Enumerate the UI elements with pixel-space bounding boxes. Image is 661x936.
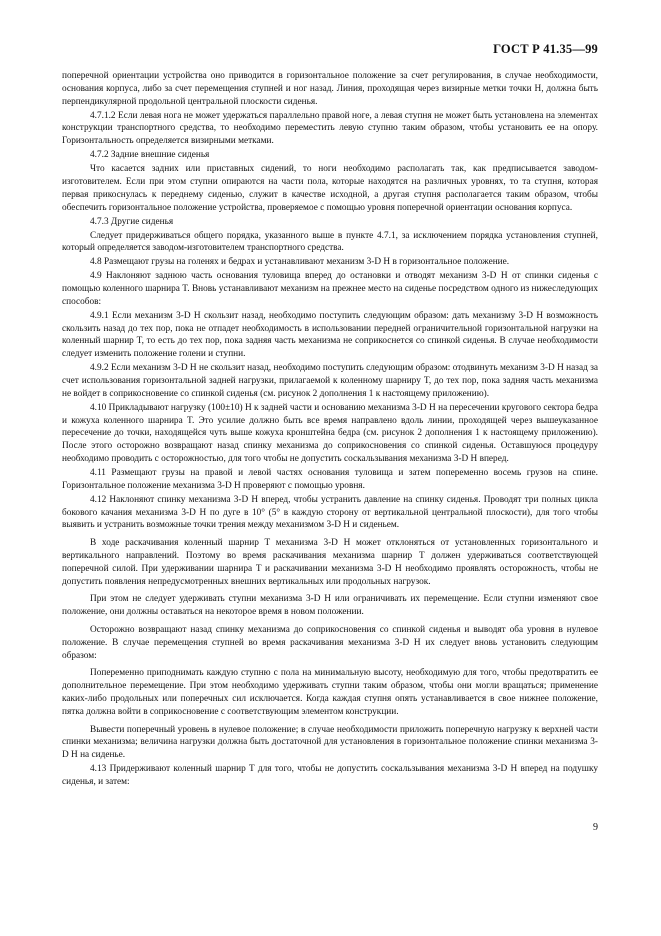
paragraph: При этом не следует удерживать ступни механизма 3-D H или ограничивать их перемещение. Если ступни изменяют свое положение, они должны оставаться на некоторое время в новом положении. [62,594,598,618]
paragraph: 4.11 Размещают грузы на правой и левой частях основания туловища и затем попеременно восемь грузов на спине. Горизонтальное положение механизма 3-D H проверяют с помощью уровня. [62,467,598,491]
section-heading: 4.7.3 Другие сиденья [90,216,174,227]
paragraph: 4.7.1.2 Если левая нога не может удержаться параллельно правой ноге, а левая ступня не может быть установлена на элементах конструкции транспортного средства, то необходимо переместить левую ступню таким образом, чтобы установить ее на опору. Горизонтальность определяется визирными метками. [62,110,598,147]
paragraph: Что касается задних или приставных сидений, то ноги необходимо располагать так, как предписывается заводом-изготовителем. Если при этом ступни опираются на части пола, которые находятся на различных уровнях, то та ступня, которая первая прикоснулась к переднему сиденью, служит в качестве исходной, а другая ступня располагается таким образом, чтобы обеспечить горизонтальное положение устройства, проверяемое с помощью уровня поперечной ориентации основания корпуса. [62,164,598,213]
paragraph: 4.8 Размещают грузы на голенях и бедрах и устанавливают механизм 3-D H в горизонтальное положение. [90,257,510,268]
paragraph: Вывести поперечный уровень в нулевое положение; в случае необходимости приложить поперечную нагрузку к верхней части спинки механизма; величина нагрузки должна быть достаточной для установления в горизонтальное положение спинки механизма 3-D H на сиденье. [62,724,598,761]
paragraph: 4.9.1 Если механизм 3-D H скользит назад, необходимо поступить следующим образом: дать механизму 3-D H возможность скользить назад до тех пор, пока не отпадет необходимость в использовании передней ограничительной горизонтальной нагрузки на коленный шарнир T, то есть до тех пор, пока задняя часть механизма не соприкоснется со спинкой сиденья. В случае необходимости следует изменить положение голени и ступни. [62,310,598,360]
section-heading: 4.7.2 Задние внешние сиденья [90,150,210,161]
paragraph: 4.12 Наклоняют спинку механизма 3-D H вперед, чтобы устранить давление на спинку сиденья. Проводят три полных цикла бокового качания механизма 3-D H по дуге в 10° (5° в каждую сторону от вертикальной центральной плоскости), для того чтобы выявить и устранить возможные точки трения между механизмом 3-D H и сиденьем. [62,494,598,531]
paragraph: 4.10 Прикладывают нагрузку (100±10) Н к задней части и основанию механизма 3-D H на пересечении кругового сектора бедра и кожуха коленного шарнира T. Это усилие должно быть все время направлено вдоль линии, проходящей через вышеуказанное пересечение до точки, находящейся чуть выше кожуха кронштейна бедра (см. рисунок 2 дополнения 1 к настоящему приложению). После этого осторожно возвращают назад спинку механизма до соприкосновения со спинкой сиденья. Оставшуюся процедуру необходимо проводить с осторожностью, для того чтобы не допустить соскальзывания механизма 3-D H вперед. [62,402,598,464]
paragraph: поперечной ориентации устройства оно приводится в горизонтальное положение за счет регулирования, в случае необходимости, основания корпуса, либо за счет перемещения ступней и ног назад. Линия, проходящая через визирные метки точки H, должна быть перпендикулярной продольной центральной плоскости сиденья. [62,71,598,107]
paragraph: Осторожно возвращают назад спинку механизма до соприкосновения со спинкой сиденья и выводят оба уровня в нулевое положение. В случае перемещения ступней во время раскачивания механизма 3-D H их следует вновь установить следующим образом: [62,624,598,661]
paragraph: 4.9 Наклоняют заднюю часть основания туловища вперед до остановки и отводят механизм 3-D H от спинки сиденья с помощью коленного шарнира T. Вновь устанавливают механизм на прежнее место на сиденье посредством одного из нижеследующих способов: [62,271,598,307]
paragraph: 4.13 Придерживают коленный шарнир T для того, чтобы не допустить соскальзывания механизма 3-D H вперед на подушку сиденья, и затем: [62,764,598,787]
paragraph: Попеременно приподнимать каждую ступню с пола на минимальную высоту, необходимую для того, чтобы предотвратить ее дополнительное перемещение. При этом необходимо удерживать ступни таким образом, чтобы они могли вращаться; применение каких-либо продольных или поперечных сил исключается. Когда каждая ступня опять устанавливается в свое нижнее положение, пятка должна войти в соприкосновение с соответствующим элементом конструкции. [62,668,598,717]
page-number: 9 [593,822,598,833]
paragraph: 4.9.2 Если механизм 3-D H не скользит назад, необходимо поступить следующим образом: отодвинуть механизм 3-D H назад за счет использования горизонтальной задней нагрузки, прилагаемой к коленному шарниру T, до тех пор, пока задняя часть механизма не войдет в соприкосновение со спинкой сиденья (см. рисунок 2 дополнения 1 к настоящему приложению). [62,363,598,399]
paragraph: В ходе раскачивания коленный шарнир T механизма 3-D H может отклоняться от установленных горизонтального и вертикального направлений. Поэтому во время раскачивания механизма шарнир T должен удерживаться соответствующей поперечной силой. При удерживании шарнира T и раскачивании механизма 3-D H необходимо проявлять осторожность, чтобы не допустить появления непредусмотренных внешних вертикальных или продольных нагрузок. [62,538,598,587]
paragraph: Следует придерживаться общего порядка, указанного выше в пункте 4.7.1, за исключением порядка установления ступней, который определяется заводом-изготовителем транспортного средства. [62,230,598,254]
document-header: ГОСТ Р 41.35—99 [493,42,598,56]
document-body [62,70,598,790]
